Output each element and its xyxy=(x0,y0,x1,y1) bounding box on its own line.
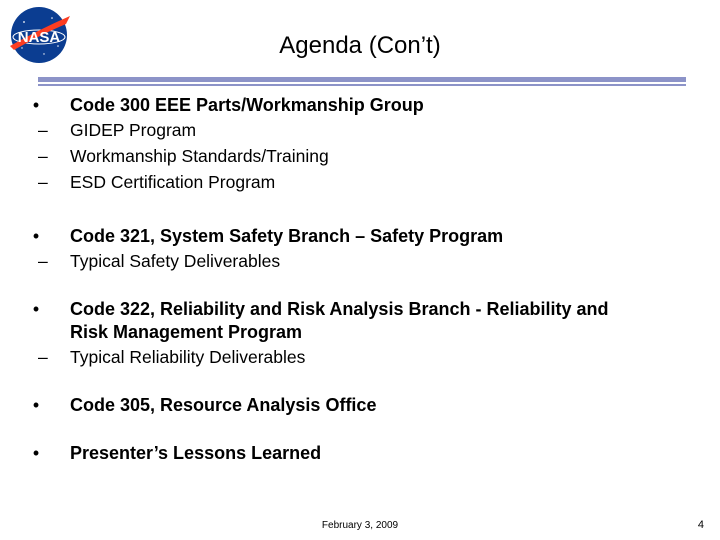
sub-item-text: GIDEP Program xyxy=(70,120,197,140)
slide-title: Agenda (Con’t) xyxy=(279,32,441,59)
page-number: 4 xyxy=(697,519,704,531)
sub-item xyxy=(30,248,690,274)
bullet-marker: • xyxy=(32,395,40,415)
agenda-item xyxy=(30,442,690,465)
agenda-item xyxy=(30,225,690,248)
agenda-item-text-continued: Risk Management Program xyxy=(70,322,303,342)
dash-marker: – xyxy=(38,172,48,192)
dash-marker: – xyxy=(38,146,48,166)
agenda-item-text: Code 300 EEE Parts/Workmanship Group xyxy=(70,95,424,115)
agenda-item xyxy=(30,94,690,117)
sub-item-text: Typical Reliability Deliverables xyxy=(70,347,306,367)
agenda-item-text: Code 321, System Safety Branch – Safety Program xyxy=(70,226,504,246)
sub-item-text: Typical Safety Deliverables xyxy=(70,251,281,271)
sub-item xyxy=(30,344,690,370)
dash-marker: – xyxy=(38,251,48,271)
svg-text:NASA: NASA xyxy=(17,29,61,46)
sub-item xyxy=(30,169,690,195)
dash-marker: – xyxy=(38,120,48,140)
agenda-list xyxy=(30,94,690,465)
nasa-logo xyxy=(4,4,74,66)
agenda-item xyxy=(30,394,690,417)
bullet-marker: • xyxy=(32,299,40,319)
sub-item-text: Workmanship Standards/Training xyxy=(70,146,329,166)
agenda-item xyxy=(30,298,690,344)
dash-marker: – xyxy=(38,347,48,367)
sub-item xyxy=(30,117,690,143)
title-divider xyxy=(38,77,686,87)
agenda-item-text: Code 305, Resource Analysis Office xyxy=(70,395,377,415)
agenda-item-text: Code 322, Reliability and Risk Analysis Branch - Reliability and xyxy=(70,299,609,319)
footer-date: February 3, 2009 xyxy=(321,520,399,531)
sub-item-text: ESD Certification Program xyxy=(70,172,276,192)
bullet-marker: • xyxy=(32,226,40,246)
bullet-marker: • xyxy=(32,95,40,115)
sub-item xyxy=(30,143,690,169)
agenda-item-text: Presenter’s Lessons Learned xyxy=(70,443,322,463)
bullet-marker: • xyxy=(32,443,40,463)
